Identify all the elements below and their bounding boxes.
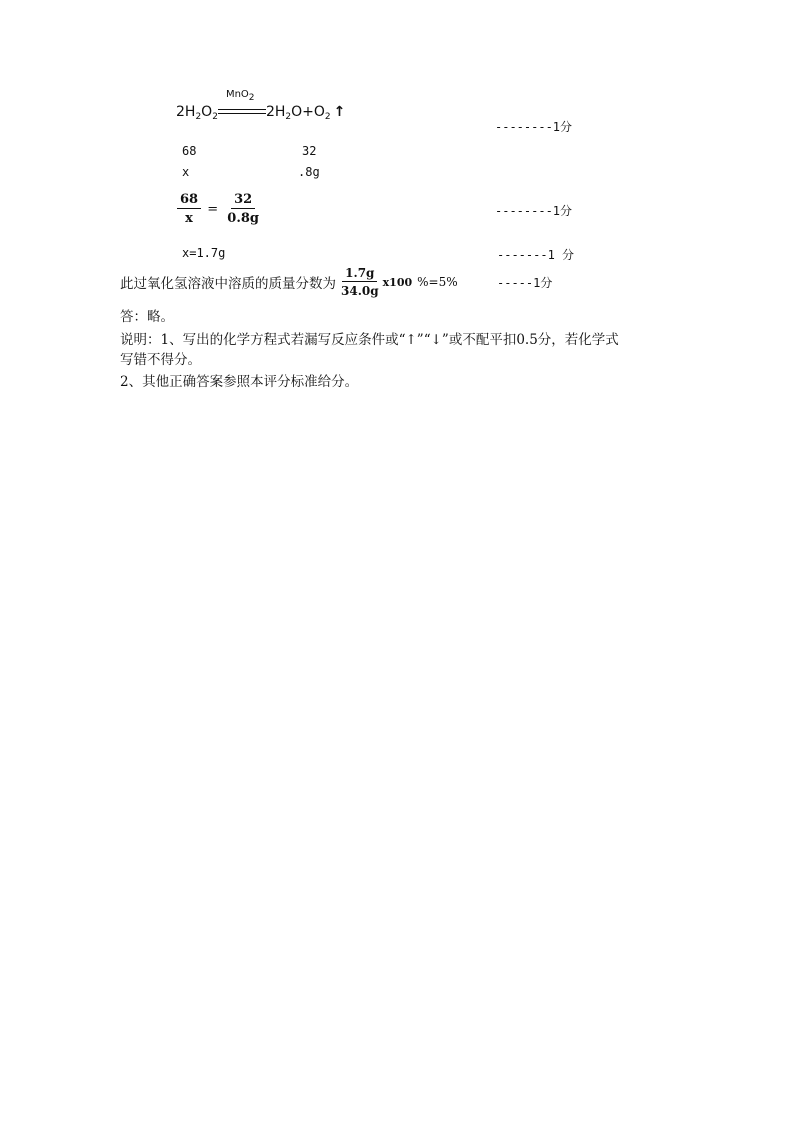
catalyst-label: MnO$_2$	[225, 89, 255, 103]
mass-68: 68	[182, 144, 197, 158]
fraction-suffix: %=5%	[417, 275, 458, 289]
mass-32: 32	[302, 144, 317, 158]
proportion-score: --------1分	[495, 204, 573, 218]
mass-fraction-line	[120, 266, 458, 298]
fraction-prefix: 此过氧化氢溶液中溶质的质量分数为	[120, 276, 336, 292]
fraction-times: x100	[382, 275, 413, 289]
reactant: $2H_2O_2$	[176, 104, 218, 122]
gas-arrow-icon: ↑	[333, 104, 346, 120]
fraction-score: -----1分	[497, 276, 553, 290]
products: $2H_2O+O_2$ ↑	[265, 104, 346, 122]
result-x: x=1.7g	[182, 246, 226, 260]
oxygen-mass: .8g	[298, 165, 320, 179]
proportion-equals: =	[207, 201, 219, 217]
proportion-equation	[177, 192, 262, 226]
note-line-1: 说明：1、写出的化学方程式若漏写反应条件或“↑”“↓”或不配平扣0.5分，若化学式	[120, 332, 619, 348]
equals-line-bottom	[218, 113, 266, 114]
chemical-equation	[176, 89, 346, 134]
unknown-x: x	[182, 165, 190, 179]
note-line-2: 写错不得分。	[120, 352, 201, 368]
result-score: -------1 分	[497, 248, 575, 262]
equals-line-top	[218, 109, 266, 110]
proportion-right-fraction: $\frac{32}{0.8g}$	[227, 192, 259, 226]
reaction-arrow	[218, 89, 266, 117]
proportion-left-fraction: $\frac{68}{x}$	[177, 192, 201, 226]
fraction-value: $\frac{1.7g}{34.0g}$	[341, 266, 379, 298]
note-line-3: 2、其他正确答案参照本评分标准给分。	[120, 374, 359, 390]
answer-line: 答：略。	[120, 309, 174, 325]
equation-score: --------1分	[495, 120, 573, 134]
